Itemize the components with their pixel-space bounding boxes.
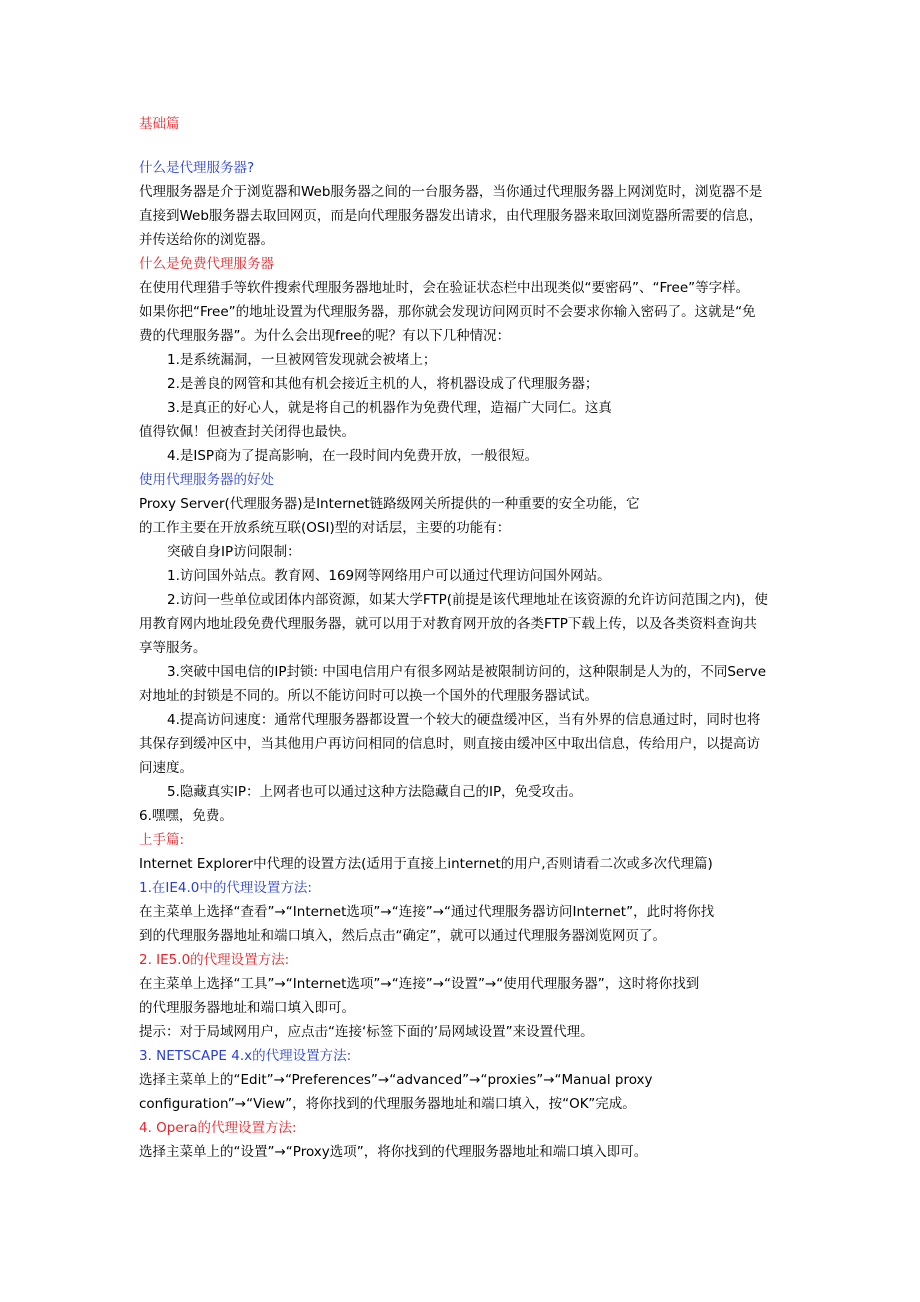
list-item: 2.访问一些单位或团体内部资源，如某大学FTP(前提是该代理地址在该资源的允许访问范围之内)，使 <box>167 592 768 608</box>
paragraph-line: 费的代理服务器”。为什么会出现free的呢？有以下几种情况： <box>139 328 511 344</box>
paragraph-line: 享等服务。 <box>139 640 207 656</box>
list-item: 5.隐藏真实IP：上网者也可以通过这种方法隐藏自己的IP，免受攻击。 <box>167 784 583 800</box>
subsection-heading-opera: 4. Opera的代理设置方法: <box>139 1120 297 1136</box>
list-item: 3.突破中国电信的IP封锁: 中国电信用户有很多网站是被限制访问的，这种限制是人为的，不同Serve <box>167 664 767 680</box>
document-title: 基础篇 <box>139 116 180 132</box>
paragraph-line: 选择主菜单上的“Edit”→“Preferences”→“advanced”→“proxies”→“Manual proxy <box>139 1072 653 1088</box>
list-item: 3.是真正的好心人，就是将自己的机器作为免费代理，造福广大同仁。这真 <box>167 400 612 416</box>
paragraph-line: 其保存到缓冲区中，当其他用户再访问相同的信息时，则直接由缓冲区中取出信息，传给用户，以提高访 <box>139 736 760 752</box>
list-item: 4.提高访问速度：通常代理服务器都设置一个较大的硬盘缓冲区，当有外界的信息通过时，同时也将 <box>167 712 761 728</box>
subsection-heading-netscape: 3. NETSCAPE 4.x的代理设置方法: <box>139 1048 352 1064</box>
list-item: 1.是系统漏洞，一旦被网管发现就会被堵上； <box>167 352 437 368</box>
paragraph-line: 的工作主要在开放系统互联(OSI)型的对话层，主要的功能有： <box>139 520 511 536</box>
paragraph-line: 对地址的封锁是不同的。所以不能访问时可以换一个国外的代理服务器试试。 <box>139 688 598 704</box>
section-heading-free-proxy: 什么是免费代理服务器 <box>139 256 274 272</box>
paragraph-line: Proxy Server(代理服务器)是Internet链路级网关所提供的一种重要的安全功能，它 <box>139 496 640 512</box>
paragraph-line: 直接到Web服务器去取回网页，而是向代理服务器发出请求，由代理服务器来取回浏览器所需要的信息， <box>139 208 763 224</box>
spacer <box>139 136 782 156</box>
paragraph-line: 在主菜单上选择“工具”→“Internet选项”→“连接”→“设置”→“使用代理服务器”，这时将你找到 <box>139 976 700 992</box>
subsection-heading-ie4: 1.在IE4.0中的代理设置方法: <box>139 880 312 896</box>
paragraph-line: Internet Explorer中代理的设置方法(适用于直接上internet的用户,否则请看二次或多次代理篇) <box>139 856 713 872</box>
section-heading-what-is: 什么是代理服务器? <box>139 160 255 176</box>
paragraph-line: 选择主菜单上的“设置”→“Proxy选项”，将你找到的代理服务器地址和端口填入即可。 <box>139 1144 648 1160</box>
section-heading-benefits: 使用代理服务器的好处 <box>139 472 274 488</box>
paragraph-line: 的代理服务器地址和端口填入即可。 <box>139 1000 355 1016</box>
paragraph-line: 问速度。 <box>139 760 193 776</box>
subsection-heading-ie5: 2. IE5.0的代理设置方法: <box>139 952 290 968</box>
paragraph-line: 代理服务器是介于浏览器和Web服务器之间的一台服务器，当你通过代理服务器上网浏览时，浏览器不是 <box>139 184 763 200</box>
list-item: 4.是ISP商为了提高影响，在一段时间内免费开放，一般很短。 <box>167 448 539 464</box>
list-item: 2.是善良的网管和其他有机会接近主机的人，将机器设成了代理服务器； <box>167 376 599 392</box>
paragraph-line: 到的代理服务器地址和端口填入，然后点击“确定”，就可以通过代理服务器浏览网页了。 <box>139 928 666 944</box>
list-item: 6.嘿嘿，免费。 <box>139 808 233 824</box>
section-heading-hands-on: 上手篇: <box>139 832 185 848</box>
paragraph-line: configuration”→“View”，将你找到的代理服务器地址和端口填入，按“OK”完成。 <box>139 1096 636 1112</box>
subheading-line: 突破自身IP访问限制： <box>167 544 301 560</box>
paragraph-line: 值得钦佩！但被查封关闭得也最快。 <box>139 424 355 440</box>
tip-line: 提示：对于局域网用户，应点击“连接‘标签下面的’局网域设置”来设置代理。 <box>139 1024 594 1040</box>
paragraph-line: 如果你把“Free”的地址设置为代理服务器，那你就会发现访问网页时不会要求你输入密码了。这就是“免 <box>139 304 756 320</box>
paragraph-line: 在使用代理猎手等软件搜索代理服务器地址时，会在验证状态栏中出现类似“要密码”、“Free”等字样。 <box>139 280 750 296</box>
list-item: 1.访问国外站点。教育网、169网等网络用户可以通过代理访问国外网站。 <box>167 568 611 584</box>
paragraph-line: 并传送给你的浏览器。 <box>139 232 274 248</box>
paragraph-line: 在主菜单上选择“查看”→“Internet选项”→“连接”→“通过代理服务器访问Internet”，此时将你找 <box>139 904 715 920</box>
paragraph-line: 用教育网内地址段免费代理服务器，就可以用于对教育网开放的各类FTP下载上传，以及各类资料查询共 <box>139 616 757 632</box>
document-page <box>139 112 782 1164</box>
